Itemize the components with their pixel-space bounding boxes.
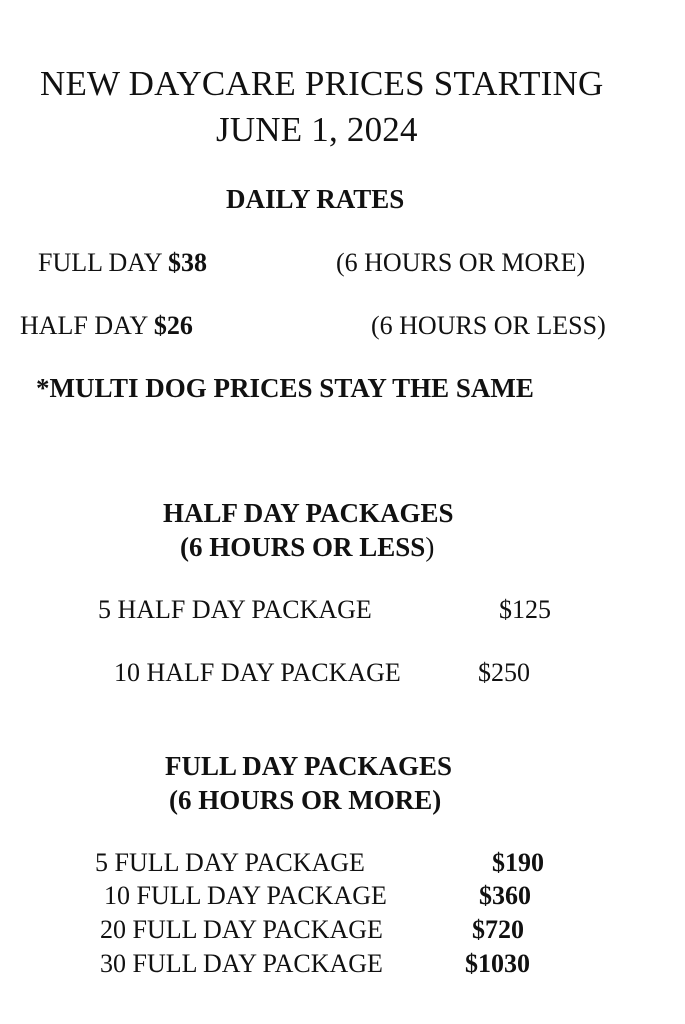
half-day-packages-subheading <box>180 534 434 561</box>
full-package-20-price: $720 <box>472 915 524 944</box>
half-day-packages-subheading-text: (6 HOURS OR LESS <box>180 532 426 562</box>
half-package-10-price: $250 <box>478 658 530 687</box>
full-package-30-name: 30 FULL DAY PACKAGE <box>100 949 383 978</box>
full-package-5-name: 5 FULL DAY PACKAGE <box>95 848 365 877</box>
half-day-note: (6 HOURS OR LESS) <box>371 311 606 340</box>
half-package-5-name: 5 HALF DAY PACKAGE <box>98 595 372 624</box>
half-day-price: $26 <box>153 311 193 340</box>
full-package-30-price: $1030 <box>465 949 530 978</box>
daily-rates-heading: DAILY RATES <box>226 184 405 214</box>
half-day-label: HALF DAY <box>20 311 154 340</box>
full-day-price: $38 <box>168 248 208 277</box>
full-day-packages-subheading: (6 HOURS OR MORE) <box>169 785 442 815</box>
full-package-5-price: $190 <box>492 848 544 877</box>
title-line-1: NEW DAYCARE PRICES STARTING <box>40 64 604 103</box>
full-package-10-name: 10 FULL DAY PACKAGE <box>104 881 387 910</box>
full-day-label: FULL DAY <box>38 248 169 277</box>
title-line-2: JUNE 1, 2024 <box>216 110 418 149</box>
full-day-rate <box>38 250 207 276</box>
half-day-rate <box>20 313 193 339</box>
full-package-10-price: $360 <box>479 881 531 910</box>
full-day-note: (6 HOURS OR MORE) <box>336 248 586 277</box>
half-day-packages-subheading-paren: ) <box>425 532 435 562</box>
multi-dog-note: *MULTI DOG PRICES STAY THE SAME <box>36 373 534 403</box>
half-package-10-name: 10 HALF DAY PACKAGE <box>114 658 401 687</box>
full-day-packages-heading: FULL DAY PACKAGES <box>165 751 453 781</box>
half-package-5-price: $125 <box>499 595 551 624</box>
half-day-packages-heading: HALF DAY PACKAGES <box>163 498 454 528</box>
full-package-20-name: 20 FULL DAY PACKAGE <box>100 915 383 944</box>
